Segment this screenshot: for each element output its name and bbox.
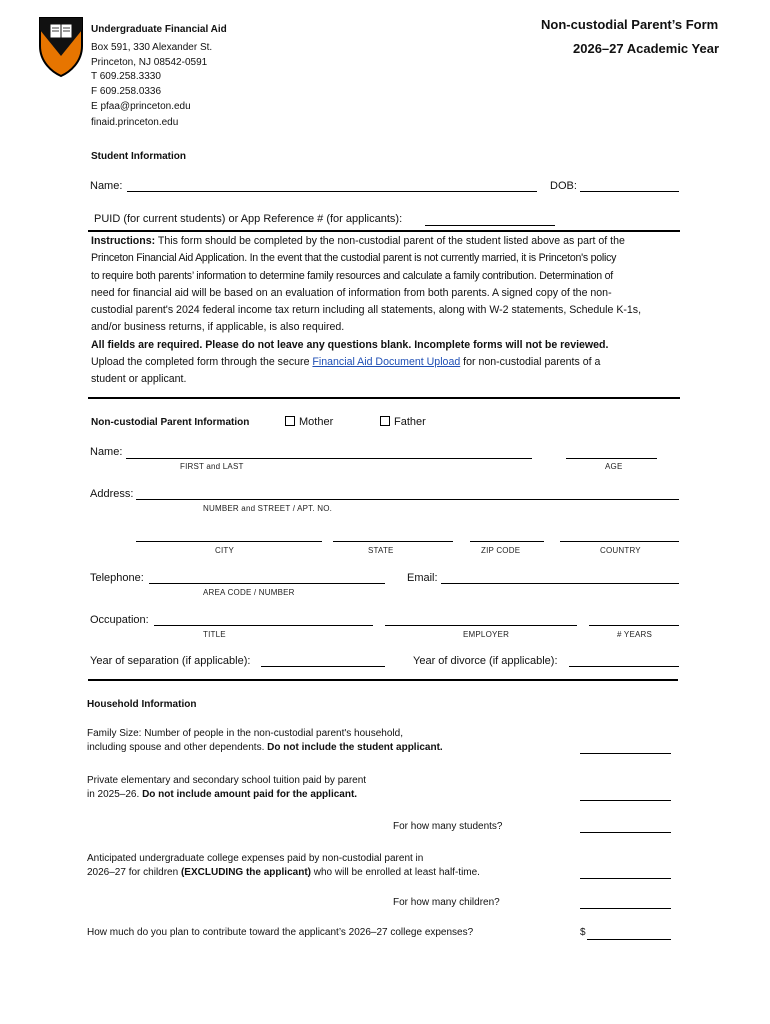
office-phone: T 609.258.3330 <box>91 71 161 82</box>
family-size-note: Do not include the student applicant. <box>267 742 443 753</box>
how-many-students-label: For how many students? <box>393 821 503 832</box>
section-divider <box>88 230 680 232</box>
instructions-line-4: need for financial aid will be based on an evaluation of information from both parents. A signed copy of the non- <box>91 286 612 299</box>
required-notice: All fields are required. Please do not leave any questions blank. Incomplete forms will not be reviewed. <box>91 338 609 351</box>
street-caption: NUMBER and STREET / APT. NO. <box>203 504 333 513</box>
contribution-field[interactable] <box>587 939 671 940</box>
form-title: Non-custodial Parent’s Form <box>541 17 719 32</box>
divorce-field[interactable] <box>569 666 679 667</box>
father-checkbox[interactable] <box>380 416 426 428</box>
title-caption: TITLE <box>203 630 226 639</box>
instructions-text <box>91 233 686 389</box>
college-line-1: Anticipated undergraduate college expenses paid by non-custodial parent in <box>87 853 424 864</box>
section-divider <box>88 397 680 399</box>
parent-name-label: Name: <box>90 446 123 458</box>
document-upload-link[interactable]: Financial Aid Document Upload <box>312 356 461 369</box>
instructions-line-5: custodial parent's 2024 federal income tax return including all statements, along with W-2 statements, Schedule K-1s, <box>91 304 642 317</box>
address-label: Address: <box>90 488 134 500</box>
how-many-students-field[interactable] <box>580 832 671 833</box>
telephone-field[interactable] <box>149 583 385 584</box>
college-note: (EXCLUDING the applicant) <box>180 867 311 878</box>
email-label: Email: <box>407 572 438 584</box>
tuition-text <box>87 774 366 802</box>
family-size-text <box>87 727 443 755</box>
occupation-label: Occupation: <box>90 614 149 626</box>
parent-age-field[interactable] <box>566 458 657 459</box>
first-last-caption: FIRST and LAST <box>180 462 244 471</box>
area-code-caption: AREA CODE / NUMBER <box>203 588 295 597</box>
city-field[interactable] <box>136 541 322 542</box>
separation-field[interactable] <box>261 666 385 667</box>
zip-caption: ZIP CODE <box>481 546 521 555</box>
family-size-line-1: Family Size: Number of people in the non-custodial parent's household, <box>87 728 403 739</box>
household-info-heading: Household Information <box>87 699 197 710</box>
office-website: finaid.princeton.edu <box>91 117 179 128</box>
employer-caption: EMPLOYER <box>463 630 510 639</box>
how-many-children-field[interactable] <box>580 908 671 909</box>
employer-field[interactable] <box>385 625 577 626</box>
office-fax: F 609.258.0336 <box>91 86 162 97</box>
student-info-heading: Student Information <box>91 151 186 162</box>
office-name: Undergraduate Financial Aid <box>91 24 227 35</box>
state-field[interactable] <box>333 541 453 542</box>
office-address-1: Box 591, 330 Alexander St. <box>91 42 213 53</box>
contribution-label: How much do you plan to contribute toward the applicant’s 2026–27 college expenses? <box>87 927 474 938</box>
age-caption: AGE <box>605 462 623 471</box>
city-caption: CITY <box>215 546 235 555</box>
tuition-line-2: in 2025–26. <box>87 789 143 800</box>
occupation-title-field[interactable] <box>154 625 373 626</box>
instructions-label: Instructions: <box>91 235 156 247</box>
princeton-shield-icon <box>38 16 84 78</box>
years-caption: # YEARS <box>617 630 653 639</box>
instructions-line-2: Princeton Financial Aid Application. In the event that the custodial parent is not currently married, it is Princeton's policy <box>91 252 617 265</box>
tuition-field[interactable] <box>580 800 671 801</box>
country-caption: COUNTRY <box>600 546 641 555</box>
telephone-label: Telephone: <box>90 572 144 584</box>
parent-name-field[interactable] <box>126 458 532 459</box>
upload-text-line-2: student or applicant. <box>91 373 187 386</box>
student-dob-field[interactable] <box>580 191 679 192</box>
student-name-label: Name: <box>90 180 123 192</box>
instructions-line-1: This form should be completed by the non-custodial parent of the student listed above as part of the <box>155 235 625 247</box>
mother-label: Mother <box>299 416 334 428</box>
academic-year-title: 2026–27 Academic Year <box>573 41 720 56</box>
father-label: Father <box>394 416 426 428</box>
instructions-line-3: to require both parents’ information to determine family resources and calculate a family contribution. Determination of <box>91 269 613 282</box>
street-field[interactable] <box>136 499 679 500</box>
student-dob-label: DOB: <box>550 180 577 192</box>
section-divider <box>88 679 678 681</box>
parent-info-heading: Non-custodial Parent Information <box>91 417 250 428</box>
tuition-note: Do not include amount paid for the applicant. <box>142 789 358 800</box>
email-field[interactable] <box>441 583 679 584</box>
zip-field[interactable] <box>470 541 544 542</box>
checkbox-icon[interactable] <box>380 416 390 426</box>
separation-label: Year of separation (if applicable): <box>90 655 251 667</box>
divorce-label: Year of divorce (if applicable): <box>413 655 558 667</box>
puid-field[interactable] <box>425 225 555 226</box>
college-line-2a: 2026–27 for children <box>87 867 181 878</box>
college-expenses-field[interactable] <box>580 878 671 879</box>
office-address-2: Princeton, NJ 08542-0591 <box>91 57 208 68</box>
student-name-field[interactable] <box>127 191 537 192</box>
college-line-2b: who will be enrolled at least half-time. <box>310 867 480 878</box>
mother-checkbox[interactable] <box>285 416 333 428</box>
checkbox-icon[interactable] <box>285 416 295 426</box>
family-size-line-2: including spouse and other dependents. <box>87 742 268 753</box>
how-many-children-label: For how many children? <box>393 897 500 908</box>
tuition-line-1: Private elementary and secondary school tuition paid by parent <box>87 775 367 786</box>
college-expenses-text <box>87 852 480 880</box>
state-caption: STATE <box>368 546 394 555</box>
instructions-line-6: and/or business returns, if applicable, is also required. <box>91 321 345 334</box>
years-field[interactable] <box>589 625 679 626</box>
country-field[interactable] <box>560 541 679 542</box>
family-size-field[interactable] <box>580 753 671 754</box>
office-email: E pfaa@princeton.edu <box>91 101 191 112</box>
puid-label: PUID (for current students) or App Reference # (for applicants): <box>94 213 403 225</box>
upload-text-pre: Upload the completed form through the secure <box>91 356 313 369</box>
upload-text-post: for non-custodial parents of a <box>460 356 601 369</box>
dollar-sign: $ <box>580 927 586 938</box>
